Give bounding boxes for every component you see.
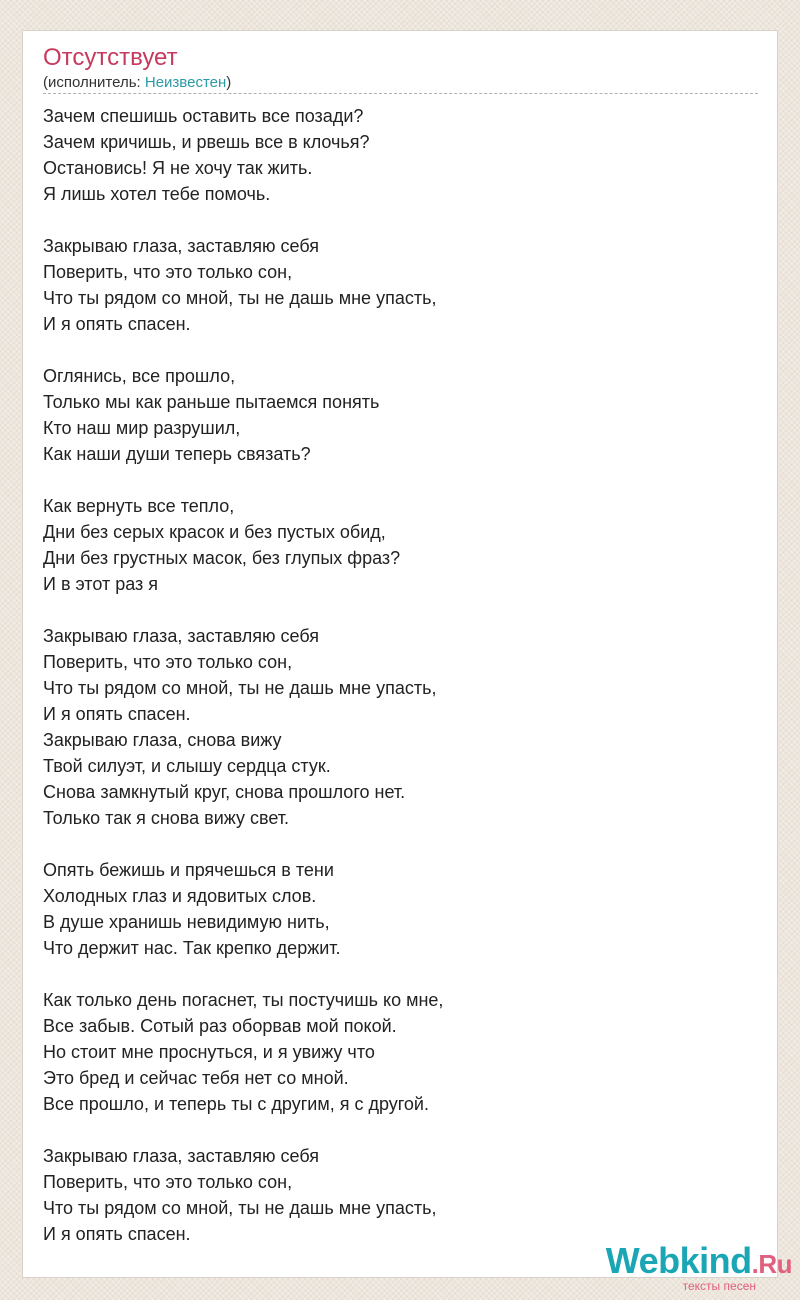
logo-suffix-text: .Ru <box>751 1249 792 1279</box>
lyric-line: Кто наш мир разрушил, <box>43 418 241 438</box>
artist-suffix: ) <box>226 74 232 91</box>
lyric-line: Поверить, что это только сон, <box>43 262 293 282</box>
stanza-gap <box>43 337 758 363</box>
lyric-line: И в этот раз я <box>43 574 159 594</box>
lyric-line: Поверить, что это только сон, <box>43 1172 293 1192</box>
site-logo[interactable] <box>605 1240 792 1293</box>
lyric-line: Дни без серых красок и без пустых обид, <box>43 522 386 542</box>
lyric-line: Как наши души теперь связать? <box>43 444 311 464</box>
lyric-line: Что ты рядом со мной, ты не дашь мне упасть, <box>43 288 437 308</box>
lyric-line: Опять бежишь и прячешься в тени <box>43 860 334 880</box>
logo-tagline: тексты песен <box>682 1279 756 1293</box>
lyric-line: Дни без грустных масок, без глупых фраз? <box>43 548 401 568</box>
lyric-line: Твой силуэт, и слышу сердца стук. <box>43 756 331 776</box>
lyric-line: Но стоит мне проснуться, и я увижу что <box>43 1042 375 1062</box>
lyric-line: Оглянись, все прошло, <box>43 366 236 386</box>
lyric-line: Закрываю глаза, снова вижу <box>43 730 282 750</box>
stanza-gap <box>43 207 758 233</box>
lyric-line: Что ты рядом со мной, ты не дашь мне упасть, <box>43 1198 437 1218</box>
lyric-line: Я лишь хотел тебе помочь. <box>43 184 271 204</box>
stanza-gap <box>43 467 758 493</box>
lyric-line: В душе хранишь невидимую нить, <box>43 912 330 932</box>
lyric-line: Снова замкнутый круг, снова прошлого нет. <box>43 782 406 802</box>
lyric-line: Что ты рядом со мной, ты не дашь мне упасть, <box>43 678 437 698</box>
lyric-line: Все прошло, и теперь ты с другим, я с другой. <box>43 1094 429 1114</box>
lyric-line: Закрываю глаза, заставляю себя <box>43 236 320 256</box>
artist-line <box>43 73 231 93</box>
lyric-line: Только мы как раньше пытаемся понять <box>43 392 380 412</box>
lyric-line: Поверить, что это только сон, <box>43 652 293 672</box>
lyrics-card <box>22 30 778 1278</box>
stanza-gap <box>43 831 758 857</box>
lyric-line: Закрываю глаза, заставляю себя <box>43 626 320 646</box>
lyric-line: Что держит нас. Так крепко держит. <box>43 938 341 958</box>
lyric-line: И я опять спасен. <box>43 1224 191 1244</box>
lyric-line: И я опять спасен. <box>43 314 191 334</box>
artist-prefix: (исполнитель: <box>43 74 145 91</box>
header-divider <box>43 93 758 94</box>
stanza-gap <box>43 1117 758 1143</box>
lyric-line: Зачем кричишь, и рвешь все в клочья? <box>43 132 370 152</box>
artist-link[interactable]: Неизвестен <box>144 74 227 91</box>
lyric-line: Зачем спешишь оставить все позади? <box>43 106 364 126</box>
lyrics-body <box>43 103 758 1247</box>
lyric-line: Это бред и сейчас тебя нет со мной. <box>43 1068 349 1088</box>
logo-wordmark <box>605 1240 792 1282</box>
song-title: Отсутствует <box>43 44 178 71</box>
lyric-line: Как только день погаснет, ты постучишь ко мне, <box>43 990 444 1010</box>
logo-main-text: Webkind <box>605 1240 752 1281</box>
lyric-line: Закрываю глаза, заставляю себя <box>43 1146 320 1166</box>
lyric-line: Все забыв. Сотый раз оборвав мой покой. <box>43 1016 397 1036</box>
stanza-gap <box>43 961 758 987</box>
lyric-line: И я опять спасен. <box>43 704 191 724</box>
lyric-line: Только так я снова вижу свет. <box>43 808 290 828</box>
lyric-line: Холодных глаз и ядовитых слов. <box>43 886 317 906</box>
stanza-gap <box>43 597 758 623</box>
lyric-line: Остановись! Я не хочу так жить. <box>43 158 313 178</box>
lyric-line: Как вернуть все тепло, <box>43 496 235 516</box>
